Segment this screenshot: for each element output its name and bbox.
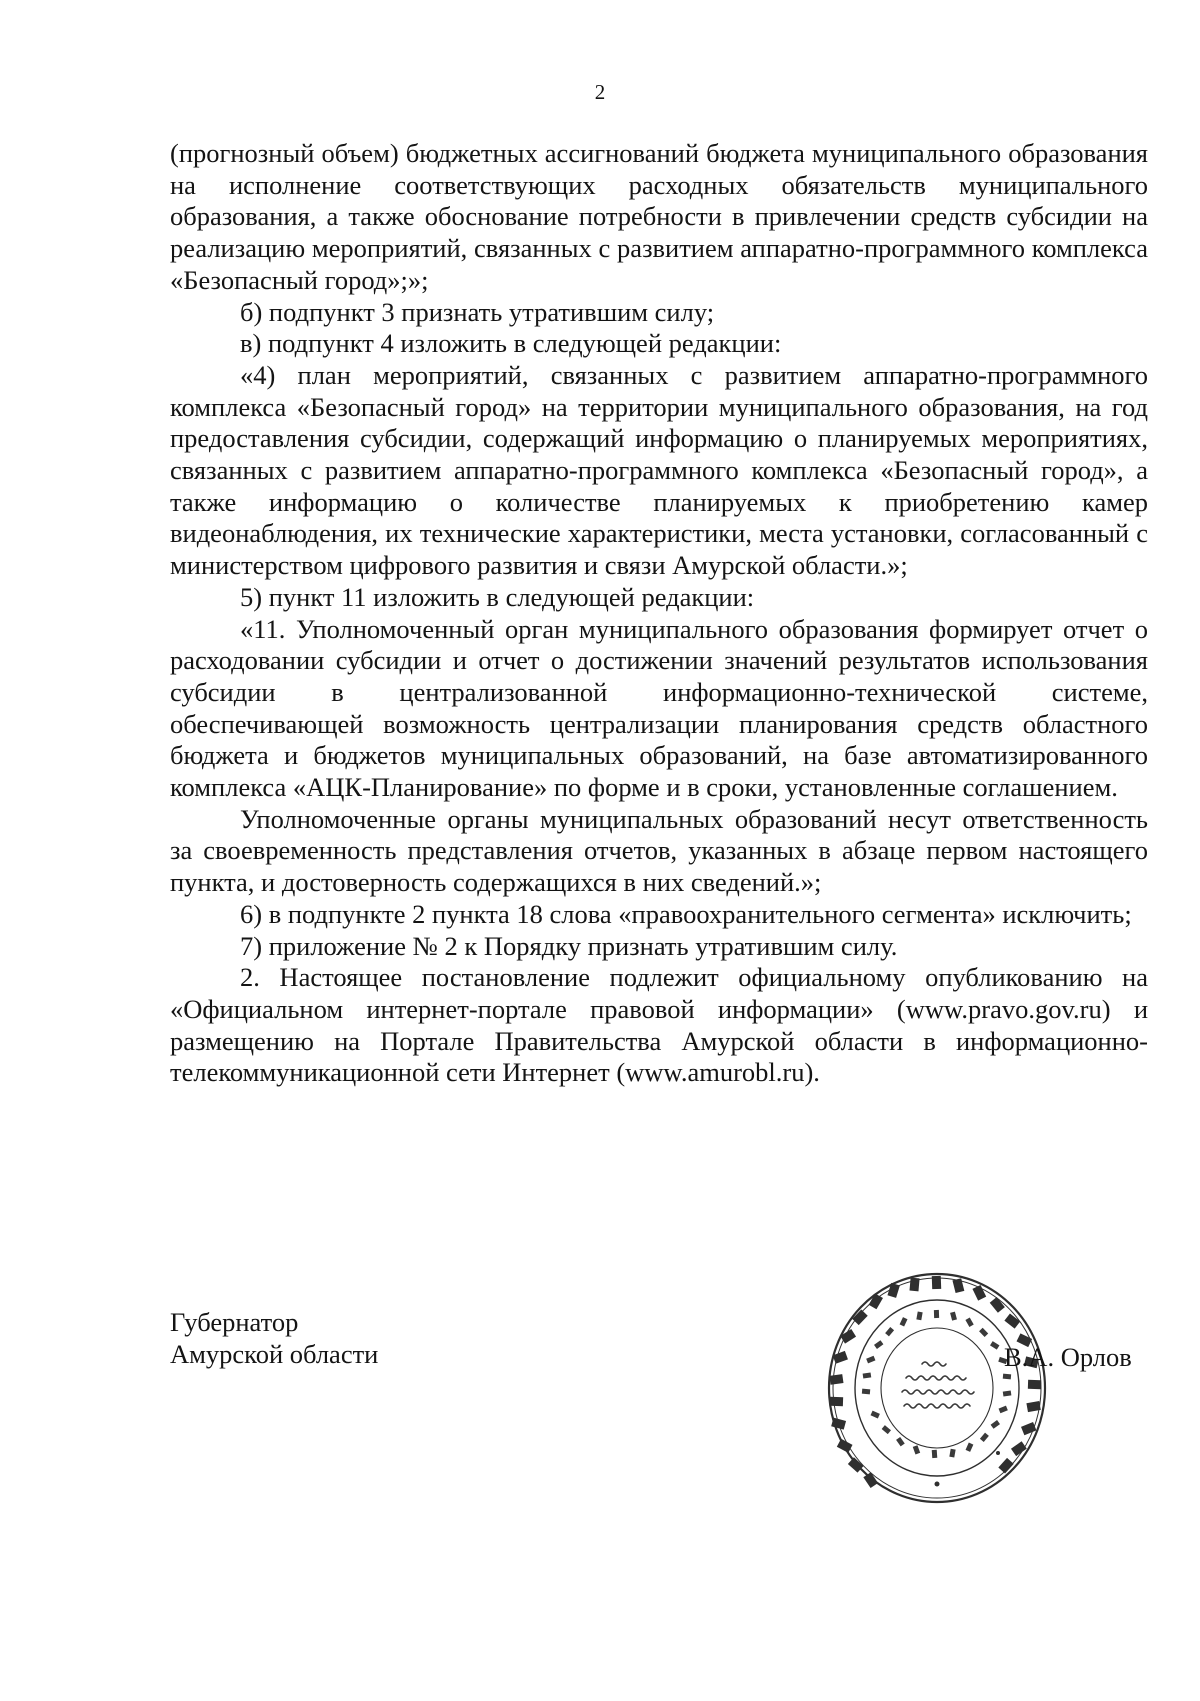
document-body xyxy=(170,138,1148,1089)
body-paragraph: б) подпункт 3 признать утратившим силу; xyxy=(240,296,715,327)
body-paragraph: «4) план мероприятий, связанных с развитием аппаратно-программного комплекса «Безопасный город» на территории муниципального образования, на год предоставления субсидии, содержащий информацию о планируемых мероприятиях, связанных с развитием аппаратно-программного комплекса «Безопасный город», а также информацию о количестве планируемых к приобретению камер видеонаблюдения, их технические характеристики, места установки, согласованный с министерством цифрового развития и связи Амурской области.»; xyxy=(170,359,1148,581)
seal-middle-lettering xyxy=(862,1310,1012,1458)
body-paragraph: 2. Настоящее постановление подлежит официальному опубликованию на «Официальном интернет-портале правовой информации» (www.pravo.gov.ru) и размещению на Портале Правительства Амурской области в информационно-телекоммуникационной сети Интернет (www.amurobl.ru). xyxy=(170,962,1148,1088)
body-paragraph: в) подпункт 4 изложить в следующей редакции: xyxy=(240,328,782,359)
body-paragraph: «11. Уполномоченный орган муниципального образования формирует отчет о расходовании субсидии и отчет о достижении значений результатов использования субсидии в централизованной информационно-технической системе, обеспечивающей возможность централизации планирования средств областного бюджета и бюджетов муниципальных образований, на базе автоматизированного комплекса «АЦК-Планирование» по форме и в сроки, установленные соглашением. xyxy=(170,613,1148,803)
signature-block xyxy=(170,1306,378,1370)
body-paragraph: 7) приложение № 2 к Порядку признать утратившим силу. xyxy=(240,930,898,961)
signatory-title-line2: Амурской области xyxy=(170,1339,379,1369)
body-paragraph: 5) пункт 11 изложить в следующей редакции: xyxy=(240,581,755,612)
body-paragraph: 6) в подпункте 2 пункта 18 слова «правоохранительного сегмента» исключить; xyxy=(240,898,1132,929)
seal-center-lettering xyxy=(902,1362,974,1408)
seal-stars xyxy=(935,1451,1001,1487)
official-seal xyxy=(822,1268,1052,1508)
signatory-name: В.А. Орлов xyxy=(1004,1342,1132,1372)
page-number: 2 xyxy=(594,80,606,104)
body-paragraph: (прогнозный объем) бюджетных ассигнований бюджета муниципального образования на исполнение соответствующих расходных обязательств муниципального образования, а также обоснование потребности в привлечении средств субсидии на реализацию мероприятий, связанных с развитием аппаратно-программного комплекса «Безопасный город»;»; xyxy=(170,138,1148,295)
body-paragraph: Уполномоченные органы муниципальных образований несут ответственность за своевременность представления отчетов, указанных в абзаце первом настоящего пункта, и достоверность содержащихся в них сведений.»; xyxy=(170,803,1148,898)
signatory-title-line1: Губернатор xyxy=(170,1307,299,1337)
